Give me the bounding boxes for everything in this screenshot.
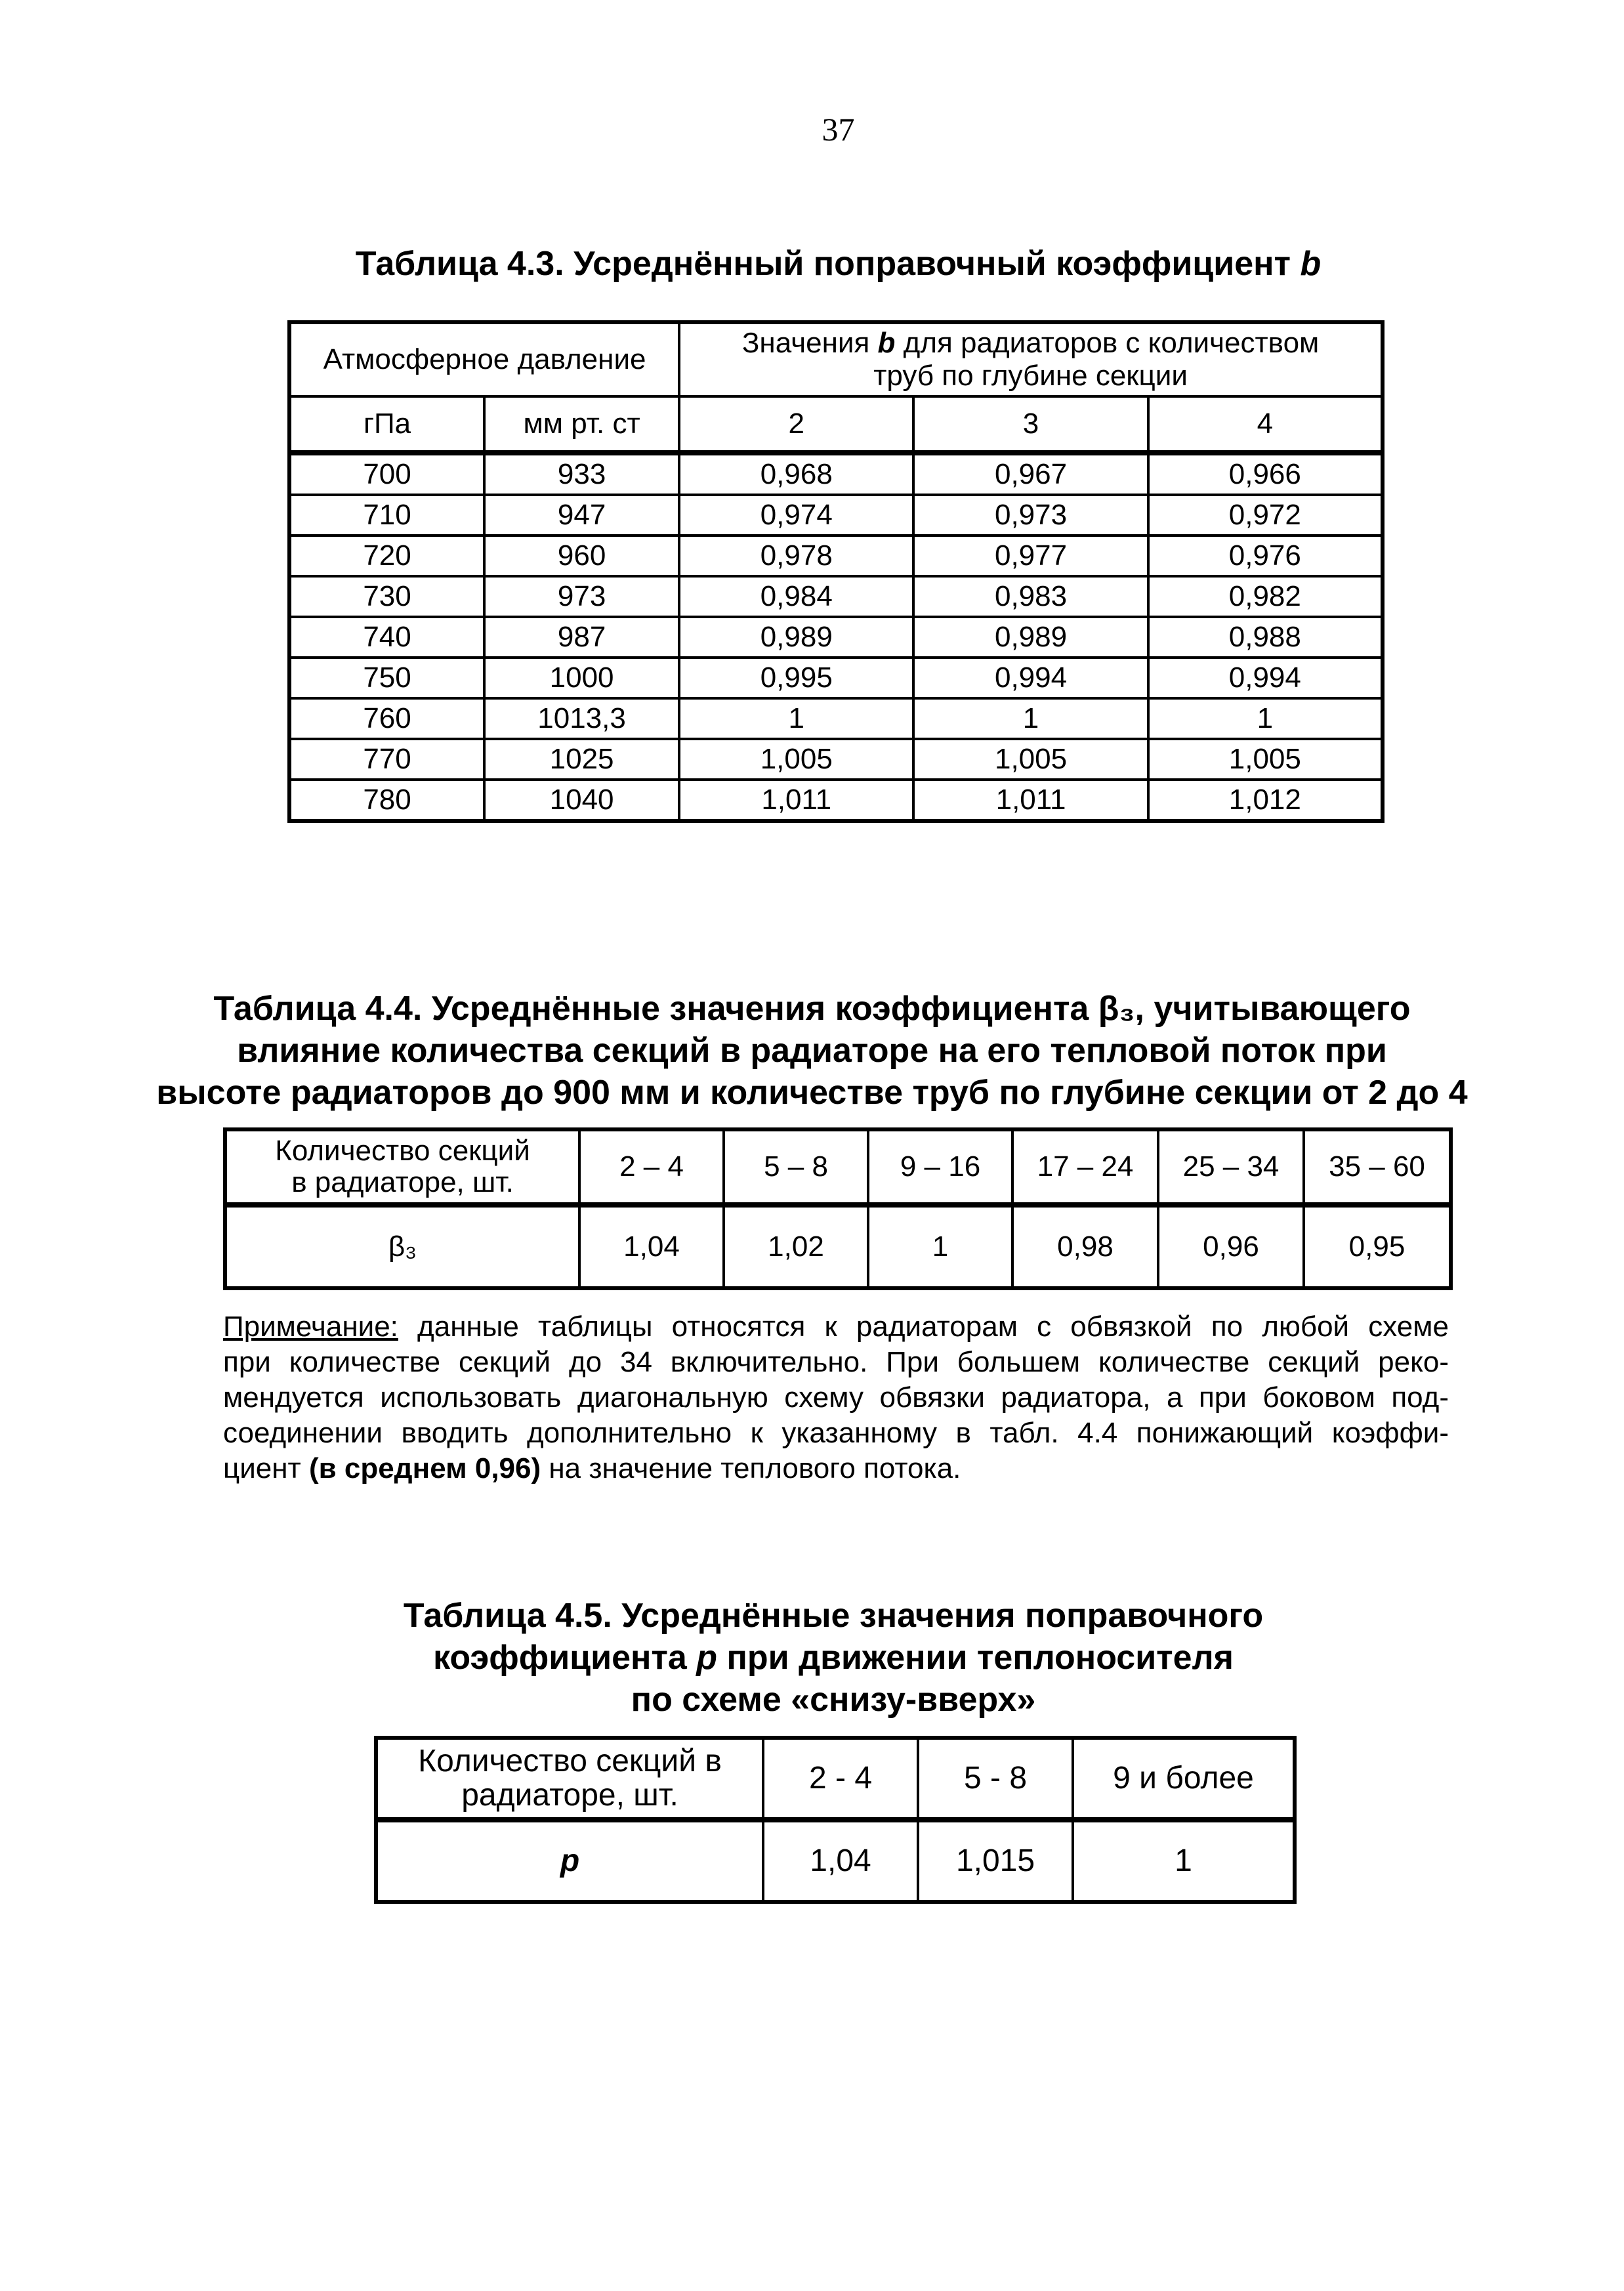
note-line: при количестве секций до 34 включительно. При большем количестве секций реко- <box>223 1346 1449 1378</box>
note-label: Примечание: <box>223 1311 398 1343</box>
cell-b4: 1,012 <box>1148 780 1383 821</box>
note-line <box>223 1309 1449 1345</box>
col-header-2-tubes: 2 <box>679 396 913 453</box>
cell-b4: 0,966 <box>1148 453 1383 495</box>
cell-hpa: 750 <box>289 658 484 698</box>
col-header-3-tubes: 3 <box>913 396 1148 453</box>
cell-b3: 0,989 <box>913 617 1148 658</box>
cell-hpa: 730 <box>289 576 484 617</box>
section-range: 5 – 8 <box>724 1129 868 1205</box>
col-header-hpa: гПа <box>289 396 484 453</box>
row-label-p: р <box>376 1820 763 1902</box>
header-atmospheric-pressure: Атмосферное давление <box>289 322 679 396</box>
p-value: 1,04 <box>763 1820 918 1902</box>
row-label-beta3: β₃ <box>225 1205 579 1288</box>
table-row <box>289 576 1383 617</box>
row-label-sections <box>376 1738 763 1820</box>
cell-b3: 0,994 <box>913 658 1148 698</box>
section-range: 17 – 24 <box>1012 1129 1158 1205</box>
cell-b4: 1,005 <box>1148 739 1383 780</box>
p-value: 1,015 <box>918 1820 1073 1902</box>
cell-mmhg: 1040 <box>484 780 679 821</box>
cell-b2: 1,005 <box>679 739 913 780</box>
cell-b2: 0,989 <box>679 617 913 658</box>
note-line: соединении вводить дополнительно к указанному в табл. 4.4 понижающий коэффи- <box>223 1417 1449 1449</box>
cell-mmhg: 947 <box>484 495 679 536</box>
cell-b4: 0,976 <box>1148 536 1383 576</box>
table-4-5 <box>374 1736 1297 1904</box>
cell-b2: 0,995 <box>679 658 913 698</box>
cell-b2: 0,968 <box>679 453 913 495</box>
table-4-3-caption-text: Таблица 4.3. Усреднённый поправочный коэффициент <box>355 245 1301 283</box>
note-line5-start: циент <box>223 1452 309 1484</box>
cell-mmhg: 1000 <box>484 658 679 698</box>
cell-hpa: 700 <box>289 453 484 495</box>
section-range: 9 и более <box>1073 1738 1295 1820</box>
cell-b3: 0,967 <box>913 453 1148 495</box>
cell-b2: 1,011 <box>679 780 913 821</box>
row-label-sections-line1: Количество секций <box>275 1135 530 1167</box>
row-label-sections <box>225 1129 579 1205</box>
beta3-value: 1 <box>868 1205 1012 1288</box>
cell-b4: 0,988 <box>1148 617 1383 658</box>
header-b-values-line1: для радиаторов с количеством <box>895 327 1320 359</box>
beta3-value: 1,02 <box>724 1205 868 1288</box>
section-range: 35 – 60 <box>1304 1129 1451 1205</box>
cell-hpa: 720 <box>289 536 484 576</box>
table-4-5-caption-line <box>0 1637 1624 1679</box>
note-line <box>223 1451 1449 1486</box>
cell-b3: 0,983 <box>913 576 1148 617</box>
cell-hpa: 760 <box>289 698 484 739</box>
table-row <box>289 495 1383 536</box>
table-4-5-caption-line: по схеме «снизу-вверх» <box>631 1681 1036 1719</box>
table-4-3-caption <box>0 243 1624 285</box>
note-line1-text: данные таблицы относятся к радиаторам с обвязкой по любой схеме <box>398 1311 1449 1343</box>
header-b-symbol: b <box>877 327 896 359</box>
cell-b3: 1 <box>913 698 1148 739</box>
header-b-values-line2: труб по глубине секции <box>873 360 1188 392</box>
note-paragraph <box>223 1309 1449 1486</box>
col-header-4-tubes: 4 <box>1148 396 1383 453</box>
cell-mmhg: 973 <box>484 576 679 617</box>
cell-b4: 0,972 <box>1148 495 1383 536</box>
note-line: мендуется использовать диагональную схему обвязки радиатора, а при боковом под- <box>223 1381 1449 1414</box>
cell-b4: 1 <box>1148 698 1383 739</box>
table-4-5-caption <box>0 1595 1624 1721</box>
table-4-4-caption-line: высоте радиаторов до 900 мм и количестве труб по глубине секции от 2 до 4 <box>156 1074 1468 1112</box>
table-4-5-caption-rest: при движении теплоносителя <box>717 1639 1234 1677</box>
table-4-3 <box>287 320 1385 823</box>
table-4-4-caption <box>0 988 1624 1114</box>
cell-mmhg: 960 <box>484 536 679 576</box>
cell-hpa: 770 <box>289 739 484 780</box>
p-value: 1 <box>1073 1820 1295 1902</box>
cell-b2: 0,978 <box>679 536 913 576</box>
table-4-4 <box>223 1127 1453 1290</box>
beta3-value: 0,98 <box>1012 1205 1158 1288</box>
cell-mmhg: 987 <box>484 617 679 658</box>
table-row <box>289 739 1383 780</box>
table-row <box>289 780 1383 821</box>
section-range: 9 – 16 <box>868 1129 1012 1205</box>
col-header-mmhg: мм рт. ст <box>484 396 679 453</box>
table-row <box>289 536 1383 576</box>
cell-mmhg: 1013,3 <box>484 698 679 739</box>
cell-hpa: 780 <box>289 780 484 821</box>
cell-b3: 0,977 <box>913 536 1148 576</box>
beta3-value: 0,96 <box>1158 1205 1304 1288</box>
section-range: 2 - 4 <box>763 1738 918 1820</box>
table-row <box>289 658 1383 698</box>
table-4-3-caption-symbol: b <box>1300 245 1322 283</box>
cell-mmhg: 933 <box>484 453 679 495</box>
cell-b4: 0,994 <box>1148 658 1383 698</box>
cell-hpa: 740 <box>289 617 484 658</box>
section-range: 5 - 8 <box>918 1738 1073 1820</box>
table-4-5-caption-line: Таблица 4.5. Усреднённые значения поправочного <box>403 1597 1264 1635</box>
table-4-5-caption-prefix: коэффициента <box>433 1639 697 1677</box>
cell-b2: 1 <box>679 698 913 739</box>
row-label-sections-line1: Количество секций в <box>418 1744 722 1778</box>
beta3-value: 0,95 <box>1304 1205 1451 1288</box>
header-b-values <box>679 322 1383 396</box>
table-4-4-caption-line: влияние количества секций в радиаторе на его тепловой поток при <box>237 1032 1387 1070</box>
cell-b2: 0,974 <box>679 495 913 536</box>
table-row <box>289 698 1383 739</box>
cell-hpa: 710 <box>289 495 484 536</box>
beta3-value: 1,04 <box>579 1205 724 1288</box>
section-range: 2 – 4 <box>579 1129 724 1205</box>
cell-b3: 1,011 <box>913 780 1148 821</box>
note-line5-end: на значение теплового потока. <box>541 1452 961 1484</box>
table-row <box>289 453 1383 495</box>
page-number: 37 <box>822 111 855 148</box>
row-label-sections-line2: радиаторе, шт. <box>461 1778 678 1813</box>
cell-b3: 1,005 <box>913 739 1148 780</box>
table-4-4-caption-line: Таблица 4.4. Усреднённые значения коэффициента β₃, учитывающего <box>213 990 1411 1028</box>
table-4-5-caption-symbol: р <box>696 1639 718 1677</box>
row-label-sections-line2: в радиаторе, шт. <box>291 1166 514 1198</box>
note-line5-bold: (в среднем 0,96) <box>308 1452 541 1484</box>
cell-b4: 0,982 <box>1148 576 1383 617</box>
table-row <box>289 617 1383 658</box>
header-b-values-prefix: Значения <box>741 327 878 359</box>
cell-b2: 0,984 <box>679 576 913 617</box>
cell-b3: 0,973 <box>913 495 1148 536</box>
cell-mmhg: 1025 <box>484 739 679 780</box>
section-range: 25 – 34 <box>1158 1129 1304 1205</box>
